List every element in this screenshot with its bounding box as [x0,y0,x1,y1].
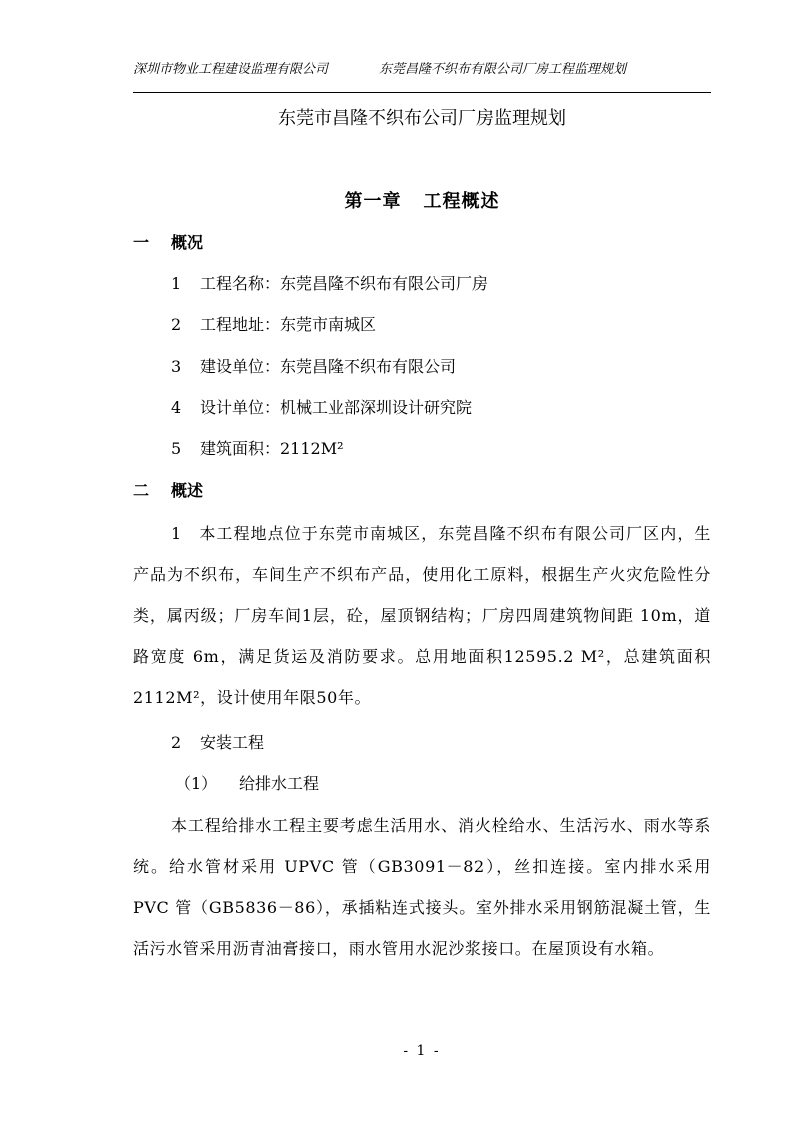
item-number: 3 [171,357,182,376]
item-text: 建筑面积：2112M² [200,439,344,458]
item-text: 建设单位：东莞昌隆不织布有限公司 [200,357,457,376]
list-item [171,438,344,460]
chapter-name: 工程概述 [423,191,500,212]
item-text: 工程地址：东莞市南城区 [200,315,377,334]
list-item [171,273,488,295]
header-project: 东莞昌隆不织布有限公司厂房工程监理规划 [379,62,627,77]
body-paragraph: 1 本工程地点位于东莞市南城区，东莞昌隆不织布有限公司厂区内，生产品为不织布，车间生产不织布产品，使用化工原料，根据生产火灾危险性分类，属丙级；厂房车间1层，砼，屋顶钢结构；厂房四周建筑物间距 10m，道路宽度 6m，满足货运及消防要求。总用地面积12595.2 M²，总建筑面积 2112M²，设计使用年限50年。 [133,524,711,707]
item-text: 设计单位：机械工业部深圳设计研究院 [200,398,473,417]
page-number: - 1 - [403,1043,441,1059]
list-item [171,732,264,754]
section-heading-overview [133,232,203,254]
item-number: 1 [171,274,182,293]
body-paragraph: 本工程给排水工程主要考虑生活用水、消火栓给水、生活污水、雨水等系统。给水管材采用 UPVC 管（GB3091－82），丝扣连接。室内排水采用 PVC 管（GB5836－86），承插粘连式接头。室外排水采用钢筋混凝土管，生活污水管采用沥青油膏接口，雨水管用水泥沙浆接口。在屋顶设有水箱。 [133,816,711,958]
header-divider [133,92,711,93]
subsection-text: 给排水工程 [239,774,320,793]
section-label: 概述 [171,481,204,500]
item-number: 2 [171,733,182,752]
chapter-number: 第一章 [344,191,402,212]
section-number: 一 [133,233,150,252]
item-number: 5 [171,439,182,458]
header-company: 深圳市物业工程建设监理有限公司 [133,62,329,77]
list-item [171,397,472,419]
document-title: 东莞市昌隆不织布公司厂房监理规划 [278,108,566,129]
subsection-heading [175,773,319,795]
section-number: 二 [133,481,150,500]
section-heading-summary [133,480,203,502]
item-text: 安装工程 [200,733,265,752]
list-item [171,314,376,336]
list-item [171,356,456,378]
subsection-number: （1） [175,774,218,793]
section-label: 概况 [171,233,204,252]
item-number: 4 [171,398,182,417]
chapter-heading [133,187,711,213]
item-text: 工程名称：东莞昌隆不织布有限公司厂房 [200,274,489,293]
item-number: 2 [171,315,182,334]
